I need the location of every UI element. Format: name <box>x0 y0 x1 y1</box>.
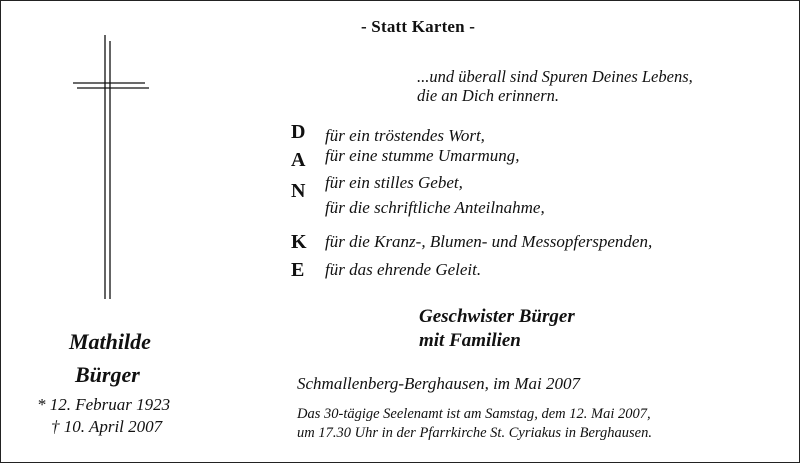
notice-line: um 17.30 Uhr in der Pfarrkirche St. Cyriakus in Berghausen. <box>297 425 652 441</box>
danke-text: für die Kranz-, Blumen- und Messopferspenden, <box>325 232 653 251</box>
danke-letter: D <box>291 121 306 143</box>
cross-icon <box>61 31 171 303</box>
death-date: † 10. April 2007 <box>51 417 163 436</box>
notice-line: Das 30-tägige Seelenamt ist am Samstag, dem 12. Mai 2007, <box>297 406 651 422</box>
danke-text: für ein tröstendes Wort, <box>325 126 485 145</box>
danke-letter: A <box>291 148 306 171</box>
card-header: - Statt Karten - <box>361 17 476 36</box>
danke-letter: N <box>291 180 306 202</box>
mass-notice <box>297 405 652 443</box>
family-line: mit Familien <box>419 330 521 351</box>
birth-date: * 12. Februar 1923 <box>37 395 171 414</box>
life-dates <box>37 394 170 438</box>
deceased-last-name: Bürger <box>75 362 140 387</box>
quote <box>417 67 693 105</box>
danke-text: für eine stumme Umarmung, <box>325 145 520 165</box>
quote-line: ...und überall sind Spuren Deines Lebens, <box>417 67 693 86</box>
deceased-first-name: Mathilde <box>69 329 151 354</box>
danke-letter: E <box>291 258 305 281</box>
danke-text: für das ehrende Geleit. <box>325 259 482 279</box>
family-signature <box>419 305 575 353</box>
danke-text: für die schriftliche Anteilnahme, <box>325 197 545 217</box>
quote-line: die an Dich erinnern. <box>417 86 560 105</box>
family-line: Geschwister Bürger <box>419 306 575 327</box>
danke-letter: K <box>291 231 307 253</box>
danke-text: für ein stilles Gebet, <box>325 173 463 192</box>
place-date: Schmallenberg-Berghausen, im Mai 2007 <box>297 374 580 393</box>
